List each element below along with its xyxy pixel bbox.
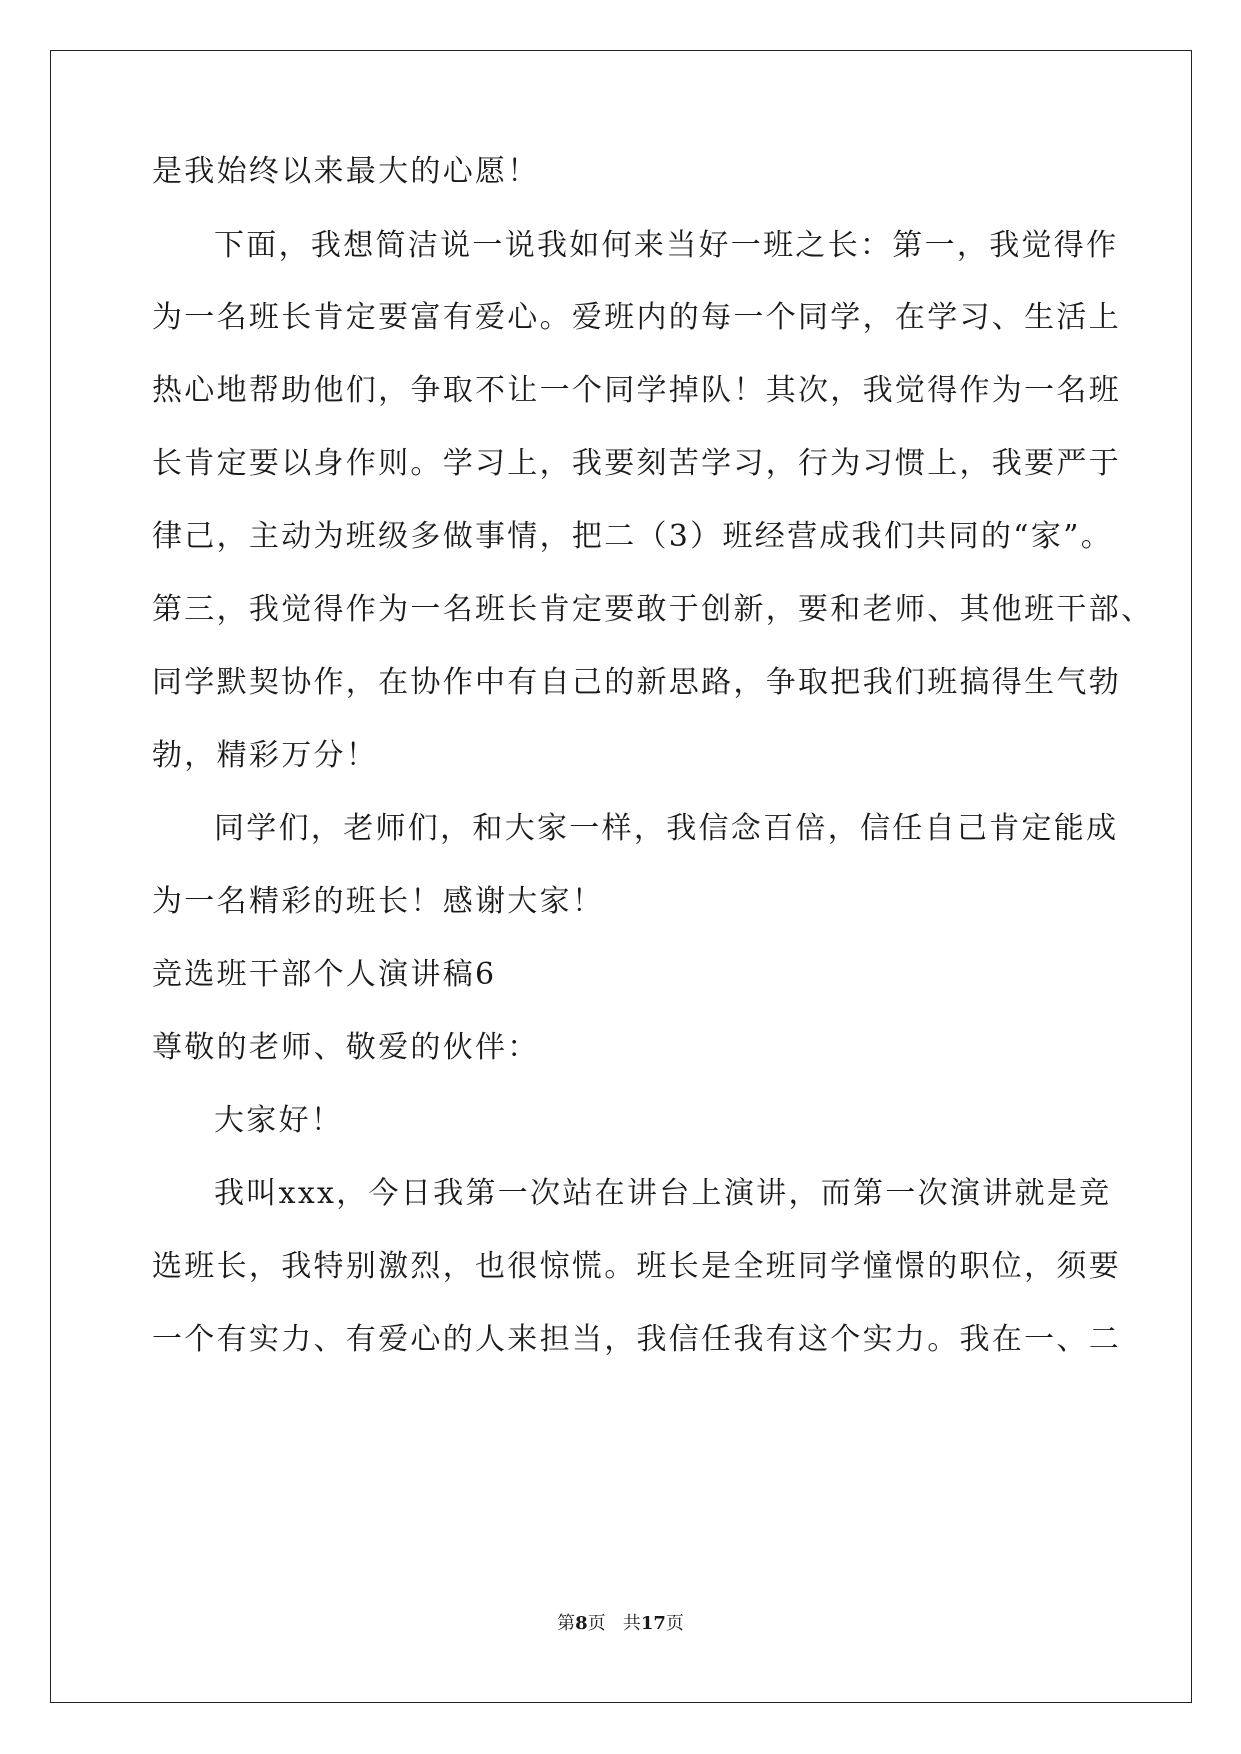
- section-title: 竞选班干部个人演讲稿6: [152, 957, 497, 992]
- paragraph-line: 同学默契协作，在协作中有自己的新思路，争取把我们班搞得生气勃: [152, 665, 1121, 700]
- paragraph-line: 勃，精彩万分！: [152, 738, 379, 773]
- total-suffix: 页: [665, 1613, 684, 1634]
- page-footer: [0, 1612, 1241, 1636]
- salutation: 尊敬的老师、敬爱的伙伴：: [152, 1030, 540, 1065]
- paragraph-line: 为一名班长肯定要富有爱心。爱班内的每一个同学，在学习、生活上: [152, 300, 1121, 335]
- greeting: 大家好！: [214, 1103, 344, 1138]
- paragraph-line: 同学们，老师们，和大家一样，我信念百倍，信任自己肯定能成: [214, 811, 1119, 846]
- page-suffix: 页: [587, 1613, 606, 1634]
- total-pages: 17: [640, 1613, 666, 1634]
- paragraph-line: 是我始终以来最大的心愿！: [152, 154, 540, 189]
- paragraph-line: 我叫xxx，今日我第一次站在讲台上演讲，而第一次演讲就是竞: [214, 1176, 1112, 1211]
- total-prefix: 共: [622, 1613, 641, 1634]
- page-prefix: 第: [557, 1613, 576, 1634]
- paragraph-line: 长肯定要以身作则。学习上，我要刻苦学习，行为习惯上，我要严于: [152, 446, 1121, 481]
- paragraph-line: 热心地帮助他们，争取不让一个同学掉队！其次，我觉得作为一名班: [152, 373, 1121, 408]
- paragraph-line: 律己，主动为班级多做事情，把二（3）班经营成我们共同的“家”。: [152, 519, 1114, 554]
- paragraph-line: 下面，我想简洁说一说我如何来当好一班之长：第一，我觉得作: [214, 228, 1119, 263]
- paragraph-line: 第三，我觉得作为一名班长肯定要敢于创新，要和老师、其他班干部、: [152, 592, 1154, 627]
- page-number: 8: [575, 1613, 588, 1634]
- paragraph-line: 一个有实力、有爱心的人来担当，我信任我有这个实力。我在一、二: [152, 1322, 1121, 1357]
- paragraph-line: 选班长，我特别激烈，也很惊慌。班长是全班同学憧憬的职位，须要: [152, 1249, 1121, 1284]
- paragraph-line: 为一名精彩的班长！感谢大家！: [152, 884, 605, 919]
